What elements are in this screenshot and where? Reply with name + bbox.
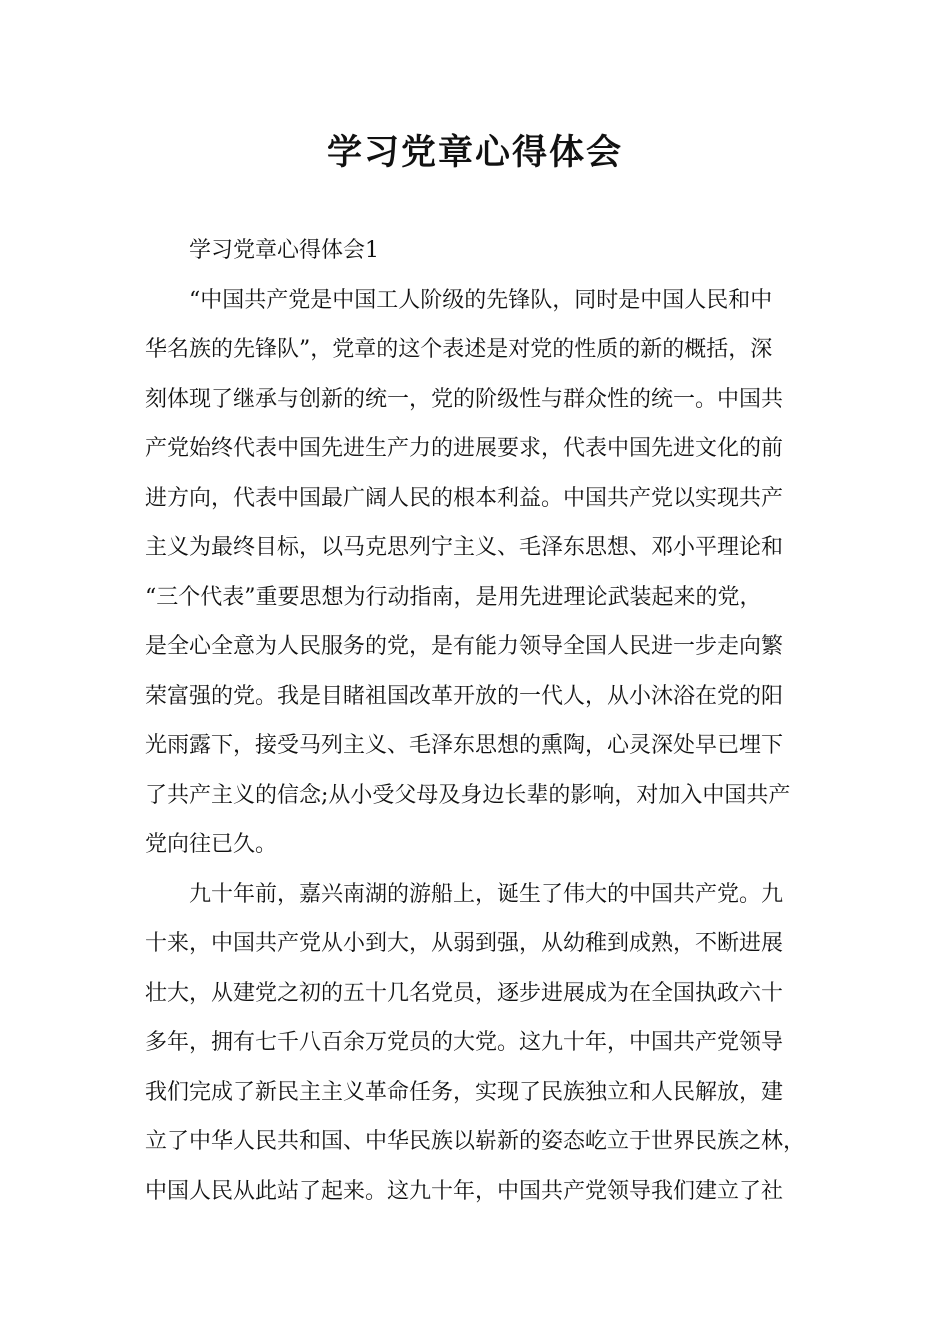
paragraph: “中国共产党是中国工人阶级的先锋队，同时是中国人民和中 华名族的先锋队”，党章的这个表述是对党的性质的新的概括，深 刻体现了继承与创新的统一，党的阶级性与群众性的统一。中国共 产党始终代表中国先进生产力的进展要求，代表中国先进文化的前 进方向，代表中国最广阔人民的根本利益。中国共产党以实现共产 主义为最终目标，以马克思列宁主义、毛泽东思想、邓小平理论和 “三个代表”重要思想为行动指南，是用先进理论武装起来的党， 是全心全意为人民服务的党，是有能力领导全国人民进一步走向繁 荣富强的党。我是目睹祖国改革开放的一代人，从小沐浴在党的阳 光雨露下，接受马列主义、毛泽东思想的熏陶，心灵深处早已埋下 了共产主义的信念;从小受父母及身边长辈的影响，对加入中国共产 党向往已久。 (145, 287, 791, 857)
document-body (145, 226, 825, 1216)
document-title: 学习党章心得体会 (326, 133, 623, 173)
paragraph: 九十年前，嘉兴南湖的游船上，诞生了伟大的中国共产党。九 十来，中国共产党从小到大，从弱到强，从幼稚到成熟，不断进展 壮大，从建党之初的五十几名党员，逐步进展成为在全国执政六十 多年，拥有七千八百余万党员的大党。这九十年，中国共产党领导 我们完成了新民主主义革命任务，实现了民族独立和人民解放，建 立了中华人民共和国、中华民族以崭新的姿态屹立于世界民族之林， 中国人民从此站了起来。这九十年，中国共产党领导我们建立了社 (145, 881, 806, 1204)
paragraph-heading: 学习党章心得体会1 (189, 238, 379, 263)
